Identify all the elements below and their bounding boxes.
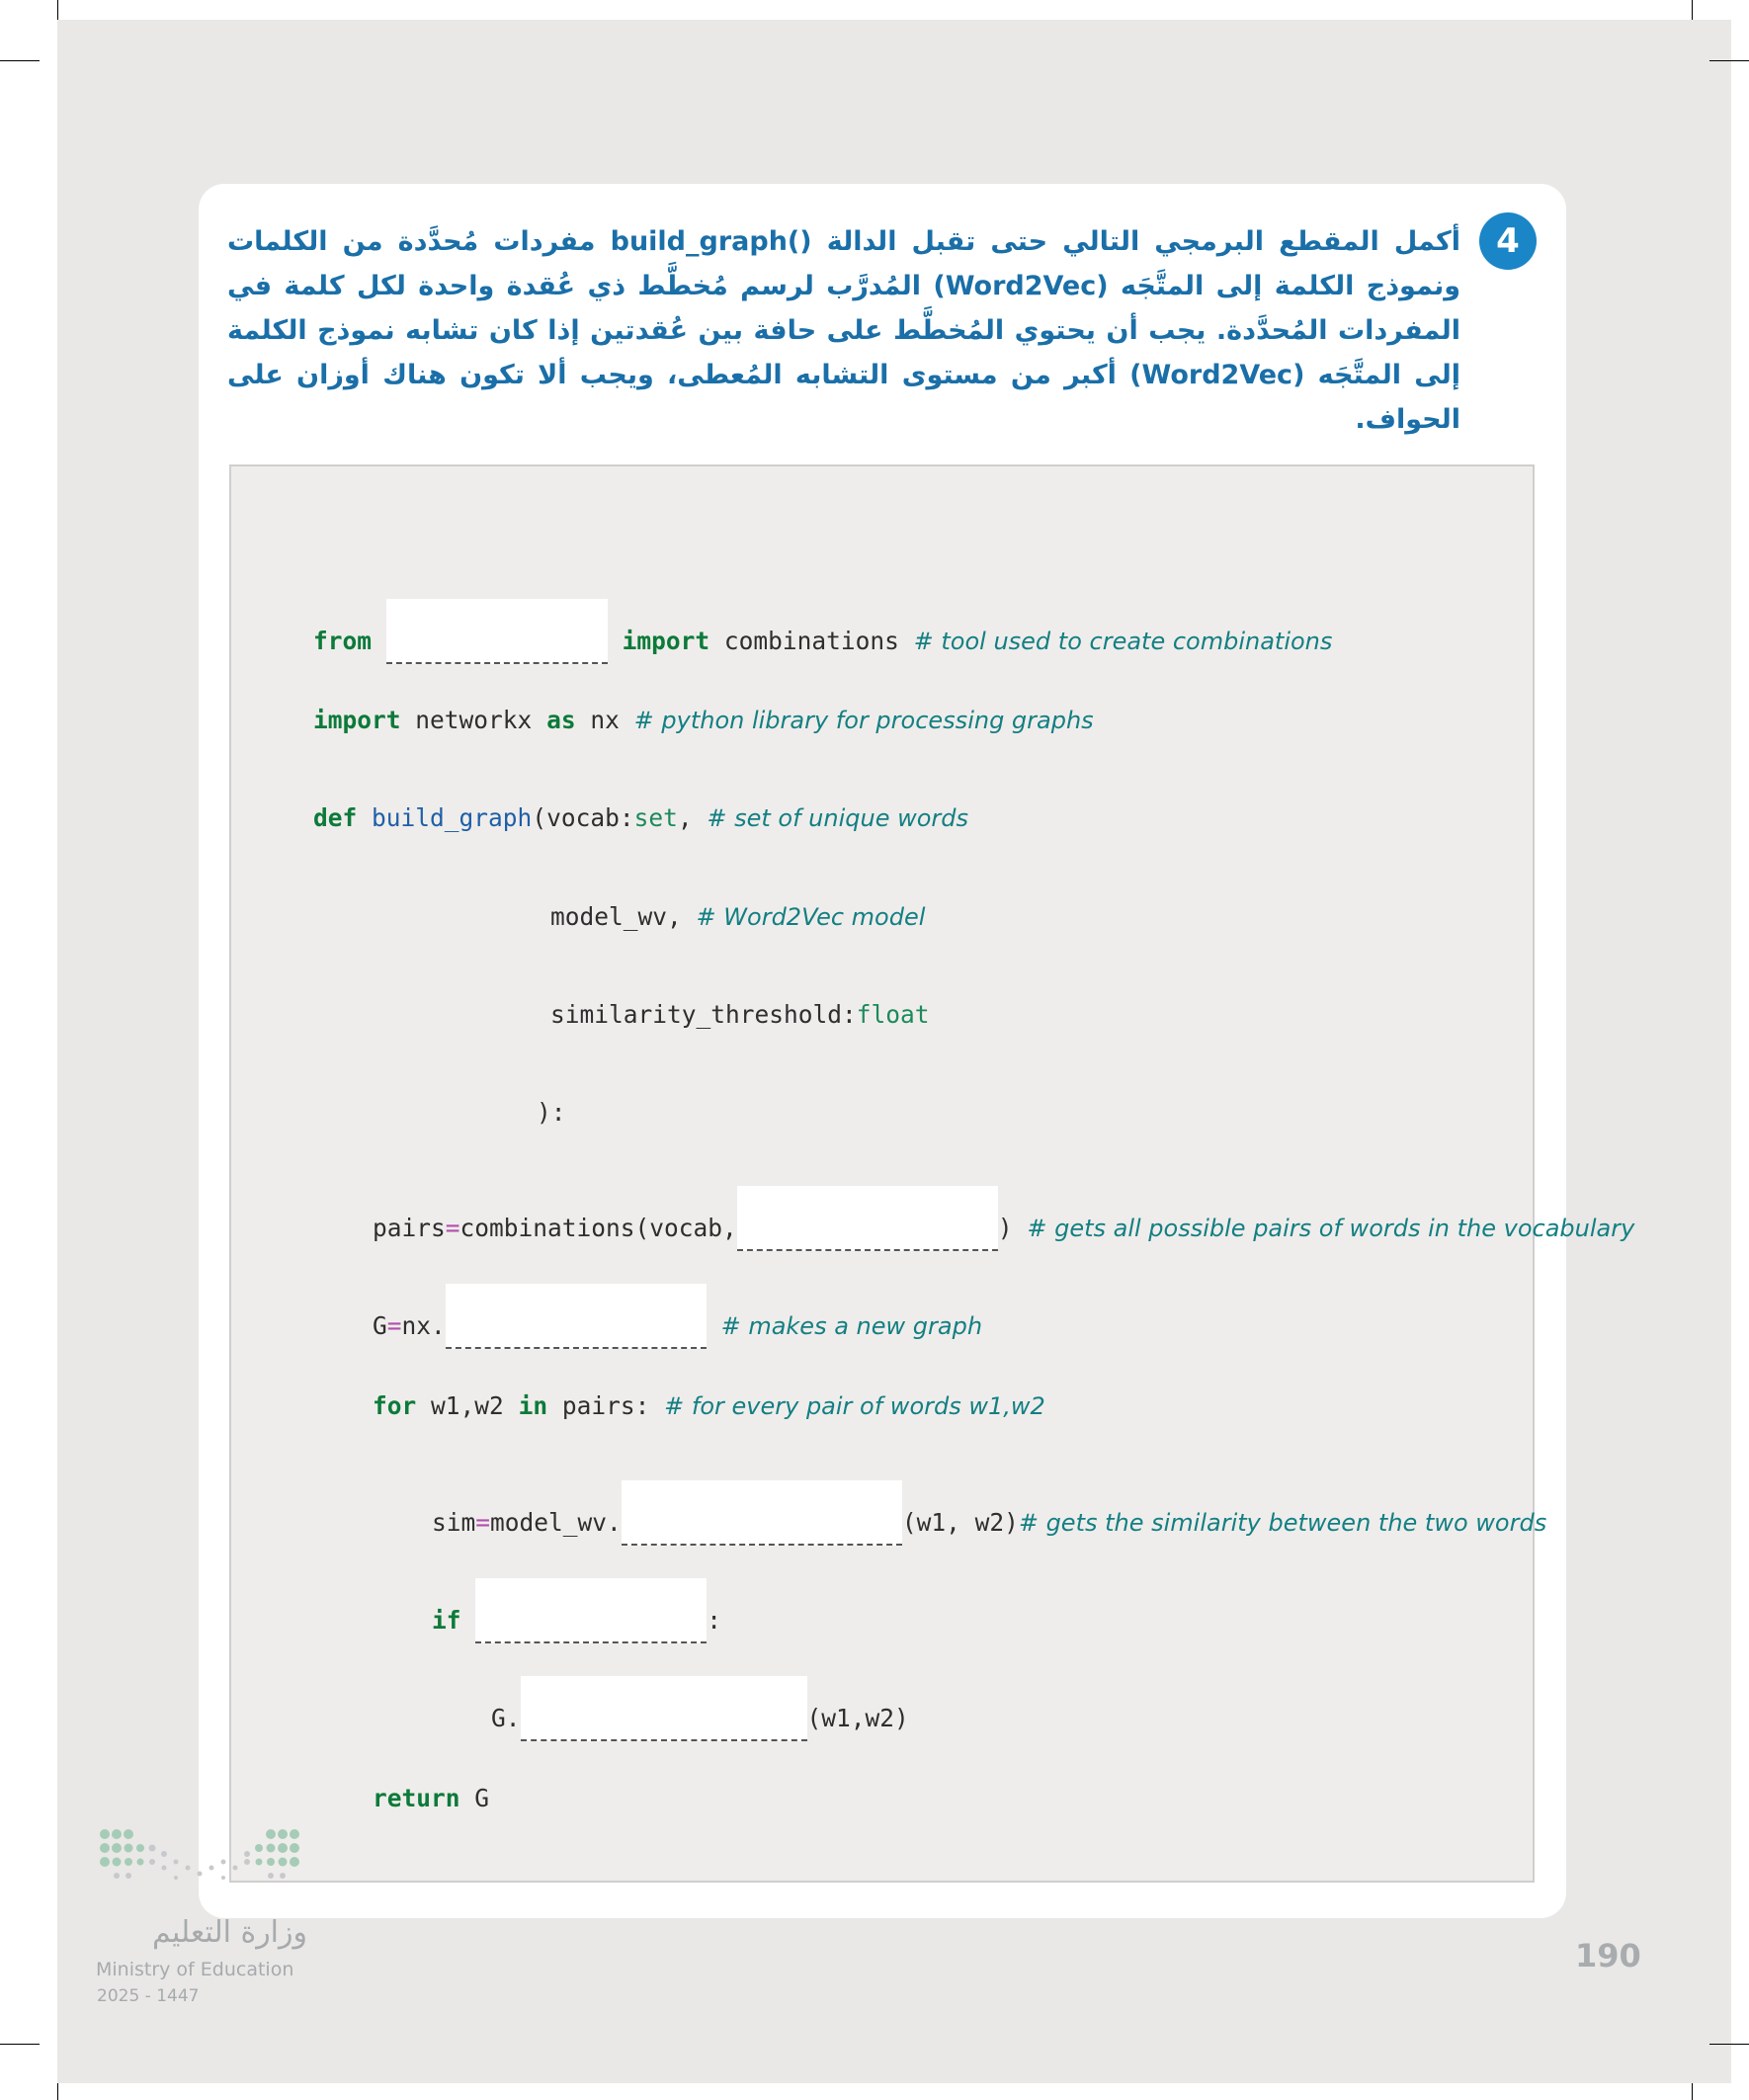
- code-line-return: [314, 1724, 490, 1812]
- code-comment: # makes a new graph: [720, 1312, 983, 1340]
- identifier: combinations: [723, 627, 899, 655]
- keyword: return: [373, 1784, 460, 1812]
- code-comment: # tool used to create combinations: [913, 628, 1333, 655]
- crop-mark: [1709, 60, 1749, 61]
- builtin-type: set: [633, 803, 678, 832]
- code-text: similarity_threshold:: [550, 1000, 857, 1029]
- identifier: G: [474, 1784, 490, 1812]
- keyword: import: [313, 706, 401, 734]
- ministry-name-english: Ministry of Education: [96, 1959, 294, 1980]
- identifier: networkx: [415, 706, 533, 734]
- code-line-threshold-param: [492, 941, 930, 1029]
- code-line-if: [374, 1529, 722, 1635]
- operator: =: [475, 1508, 491, 1537]
- code-comment: # gets all possible pairs of words in the vocabulary: [1027, 1215, 1635, 1242]
- code-text: model_wv,: [550, 902, 682, 931]
- code-text: nx.: [401, 1311, 446, 1340]
- keyword: def: [313, 803, 358, 832]
- code-text: (w1,w2): [806, 1704, 909, 1732]
- edition-year: 2025 - 1447: [97, 1986, 200, 2006]
- code-line-import-networkx: [255, 646, 1094, 734]
- identifier: w1,w2: [431, 1391, 504, 1420]
- code-text: (vocab:: [532, 803, 634, 832]
- code-text: ,: [677, 803, 693, 832]
- keyword: in: [518, 1391, 548, 1420]
- ministry-dots-logo-icon: [95, 1818, 312, 1917]
- code-text: :: [707, 1606, 722, 1635]
- code-line-model-param: [492, 843, 926, 931]
- code-text: ): [997, 1214, 1013, 1242]
- code-text: pairs:: [561, 1391, 650, 1420]
- code-line-similarity: [374, 1431, 1547, 1537]
- ministry-name-arabic: وزارة التعليم: [151, 1915, 307, 1950]
- code-text: G.: [491, 1704, 521, 1732]
- crop-mark: [1692, 2083, 1693, 2100]
- keyword: from: [313, 627, 373, 655]
- operator: =: [386, 1311, 402, 1340]
- code-line-def: [255, 744, 969, 832]
- question-number-badge: 4: [1479, 212, 1537, 270]
- identifier: G: [373, 1311, 387, 1340]
- code-comment: # gets the similarity between the two words: [1018, 1509, 1547, 1537]
- crop-mark: [0, 2044, 40, 2045]
- code-line-close-signature: [478, 1039, 566, 1127]
- crop-mark: [57, 2083, 58, 2100]
- keyword: if: [432, 1606, 461, 1635]
- code-comment: # python library for processing graphs: [633, 707, 1094, 734]
- crop-mark: [57, 0, 58, 20]
- code-comment: # set of unique words: [707, 804, 969, 832]
- identifier: pairs: [373, 1214, 446, 1242]
- blank-edge-method[interactable]: [521, 1676, 807, 1741]
- code-text: ):: [537, 1098, 566, 1127]
- page-number: 190: [1575, 1937, 1641, 1974]
- question-text: أكمل المقطع البرمجي التالي حتى تقبل الدالة ()build_graph مفردات مُحدَّدة من الكلمات ونموذج الكلمة إلى المتَّجَه (Word2Vec) المُدرَّب لرسم مُخطَّط ذي عُقدة واحدة لكل كلمة في المفردات المُحدَّدة. يجب أن يحتوي المُخطَّط على حافة بين عُقدتين إذا كان تشابه نموذج الكلمة إلى المتَّجَه (Word2Vec) أكبر من مستوى التشابه المُعطى، ويجب ألا تكون هناك أوزان على الحواف.: [227, 226, 1461, 435]
- identifier: sim: [432, 1508, 476, 1537]
- code-text: combinations(vocab,: [459, 1214, 737, 1242]
- operator: =: [445, 1214, 460, 1242]
- code-comment: # Word2Vec model: [696, 903, 926, 931]
- code-comment: # for every pair of words w1,w2: [664, 1392, 1045, 1420]
- keyword: as: [546, 706, 576, 734]
- identifier: nx: [590, 706, 620, 734]
- keyword: import: [622, 627, 710, 655]
- keyword: for: [373, 1391, 417, 1420]
- crop-mark: [1709, 2044, 1749, 2045]
- crop-mark: [0, 60, 40, 61]
- code-line-pairs: [314, 1136, 1635, 1242]
- code-text: (w1, w2): [901, 1508, 1019, 1537]
- code-block: [229, 464, 1635, 1883]
- builtin-type: float: [856, 1000, 930, 1029]
- code-text: model_wv.: [490, 1508, 622, 1537]
- code-line-add-edge: [433, 1627, 909, 1732]
- code-line-for-loop: [314, 1332, 1045, 1420]
- code-line-new-graph: [314, 1234, 983, 1340]
- code-line-import-combinations: [255, 549, 1333, 655]
- function-name: build_graph: [372, 803, 533, 832]
- crop-mark: [1692, 0, 1693, 20]
